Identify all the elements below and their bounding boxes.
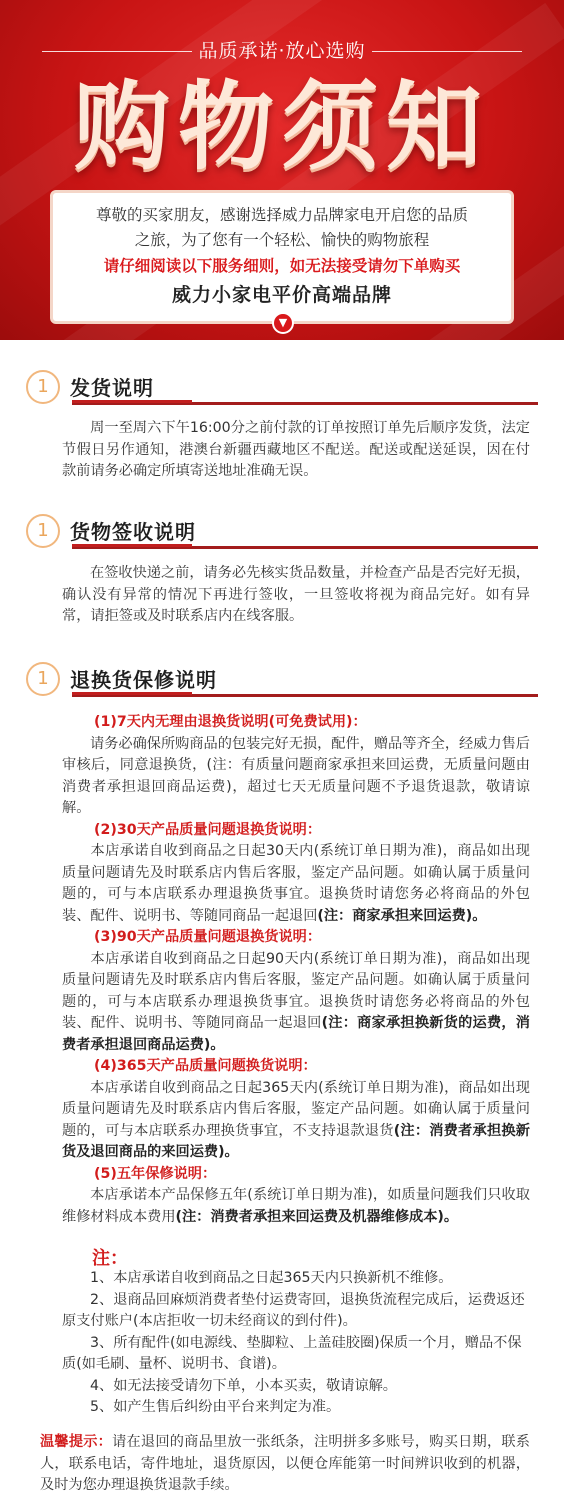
section-divider <box>72 402 538 405</box>
note-text: 5、如产生售后纠纷由平台来判定为准。 <box>90 1399 341 1415</box>
section-title: 发货说明 <box>70 376 154 400</box>
return-policy-list <box>62 712 530 1228</box>
policy-item <box>62 712 530 820</box>
note-text: 1、本店承诺自收到商品之日起365天内只换新机不维修。 <box>90 1270 453 1286</box>
policy-body: 本店承诺自收到商品之日起30天内(系统订单日期为准)，商品如出现质量问题请先及时联系店内售后客服，鉴定产品问题。如确认属于质量问题的，可与本店联系办理退换货事宜。退换货时请您务必将商品的外包装、配件、说明书、等随同商品一起退回 <box>62 843 530 924</box>
policy-body: 请务必确保所购商品的包装完好无损，配件，赠品等齐全，经威力售后审核后，同意退换货，(注：有质量问题商家承担来回运费，无质量问题由消费者承担退回商品运费)，超过七天无质量问题不予退货退款，敬请谅解。 <box>62 735 530 816</box>
tagline-text: 品质承诺·放心选购 <box>198 40 366 62</box>
policy-note: (注：消费者承担来回运费及机器维修成本)。 <box>175 1208 459 1225</box>
note-item <box>62 1268 530 1290</box>
shipping-body: 周一至周六下午16:00分之前付款的订单按照订单先后顺序发货，法定节假日另作通知，港澳台新疆西藏地区不配送。配送或配送延误，因在付款前请务必确定所填寄送地址准确无误。 <box>62 420 530 479</box>
tip-label: 温馨提示： <box>40 1434 113 1450</box>
section-title: 退换货保修说明 <box>70 668 217 692</box>
section-number: 1 <box>26 662 60 696</box>
shipping-text <box>62 418 530 483</box>
policy-note: (注：商家承担来回运费)。 <box>317 907 487 924</box>
policy-note: (注：商家承担换新货的运费，消费者承担退回商品运费)。 <box>62 1015 530 1053</box>
note-text: 3、所有配件(如电源线、垫脚粒、上盖硅胶圈)保质一个月，赠品不保质(如毛刷、量杯、说明书、食谱)。 <box>62 1334 522 1372</box>
policy-item <box>62 927 530 1056</box>
policy-heading: (5)五年保修说明： <box>94 1165 217 1182</box>
note-text: 2、退商品回麻烦消费者垫付运费寄回，退换货流程完成后，运费返还原支付账户(本店拒收一切未经商议的到付件)。 <box>62 1291 525 1329</box>
page-title: 购物须知 <box>74 71 490 183</box>
intro-brand: 威力小家电平价高端品牌 <box>171 284 392 306</box>
policy-body: 本店承诺自收到商品之日起90天内(系统订单日期为准)，商品如出现质量问题请先及时联系店内售后客服，鉴定产品问题。如确认属于质量问题的，可与本店联系办理退换货事宜。退换货时请您务必将商品的外包装、配件、说明书、等随同商品一起退回 <box>62 950 530 1031</box>
policy-item <box>62 820 530 928</box>
tip-text: 请在退回的商品里放一张纸条，注明拼多多账号，购买日期，联系人，联系电话，寄件地址，退货原因，以便仓库能第一时间辨识收到的机器，及时为您办理退换货退款手续。 <box>40 1434 530 1493</box>
receipt-body: 在签收快递之前，请务必先核实货品数量，并检查产品是否完好无损，确认没有异常的情况下再进行签收，一旦签收将视为商品完好。如有异常，请拒签或及时联系店内在线客服。 <box>62 565 530 624</box>
tagline <box>0 36 564 63</box>
section-number: 1 <box>26 514 60 548</box>
policy-note: (注：消费者承担换新货及退回商品的来回运费)。 <box>62 1122 530 1160</box>
note-item <box>62 1376 530 1398</box>
policy-body: 本店承诺本产品保修五年(系统订单日期为准)，如质量问题我们只收取维修材料成本费用 <box>62 1187 530 1225</box>
note-item <box>62 1290 530 1333</box>
chevron-down-icon: ▼ <box>272 312 294 334</box>
policy-body: 本店承诺自收到商品之日起365天内(系统订单日期为准)，商品如出现质量问题请先及时联系店内售后客服，鉴定产品问题。如确认属于质量问题的，可与本店联系办理换货事宜，不支持退款退货 <box>62 1079 530 1139</box>
intro-card <box>50 190 514 324</box>
section-header-shipping <box>26 370 538 408</box>
note-item <box>62 1333 530 1376</box>
intro-line-1: 尊敬的买家朋友，感谢选择威力品牌家电开启您的品质 <box>95 206 468 224</box>
section-divider <box>72 546 538 549</box>
policy-heading: (2)30天产品质量问题退换货说明： <box>94 821 322 838</box>
policy-item <box>62 1164 530 1229</box>
intro-warning: 请仔细阅读以下服务细则，如无法接受请勿下单购买 <box>103 257 461 275</box>
note-text: 4、如无法接受请勿下单，小本买卖，敬请谅解。 <box>90 1377 397 1394</box>
note-item <box>62 1397 530 1419</box>
notes-list <box>62 1268 530 1419</box>
policy-item <box>62 1056 530 1164</box>
section-number: 1 <box>26 370 60 404</box>
section-divider <box>72 694 538 697</box>
policy-heading: (1)7天内无理由退换货说明(可免费试用)： <box>94 714 367 730</box>
warm-tip <box>40 1432 530 1497</box>
section-header-receipt <box>26 514 538 552</box>
policy-heading: (3)90天产品质量问题退换货说明： <box>94 929 322 945</box>
section-header-returns <box>26 662 538 700</box>
notes-title: 注： <box>92 1248 128 1269</box>
receipt-text <box>62 563 530 628</box>
policy-heading: (4)365天产品质量问题换货说明： <box>94 1058 317 1074</box>
section-title: 货物签收说明 <box>70 520 196 544</box>
intro-line-2: 之旅，为了您有一个轻松、愉快的购物旅程 <box>134 231 430 249</box>
